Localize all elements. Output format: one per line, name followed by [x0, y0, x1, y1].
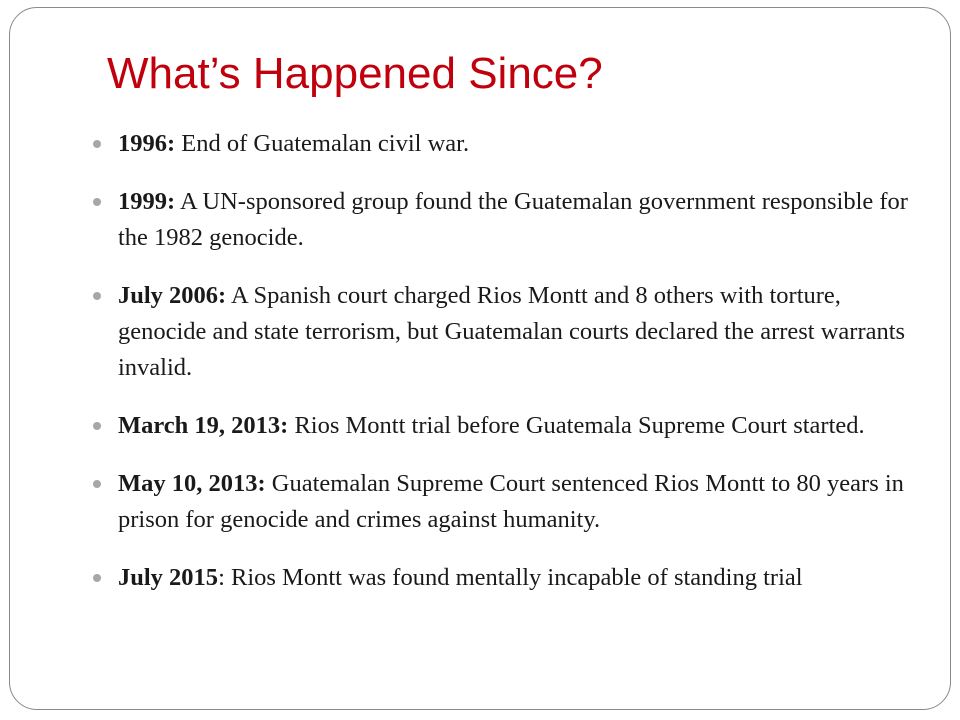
bullet-item-1996 — [118, 126, 928, 162]
bullet-item-1999 — [118, 184, 928, 256]
bullet-item-july-2006 — [118, 278, 928, 386]
bullet-text: : Rios Montt was found mentally incapable of standing trial — [218, 564, 803, 591]
bullet-item-july-2015 — [118, 560, 928, 596]
bullet-text: Guatemalan Supreme Court sentenced Rios Montt to 80 years in prison for genocide and crimes against humanity. — [118, 470, 904, 533]
bullet-text: A Spanish court charged Rios Montt and 8 others with torture, genocide and state terrorism, but Guatemalan courts declared the arrest warrants invalid. — [118, 282, 906, 381]
bullet-date-label: July 2006: — [118, 282, 227, 309]
bullet-date-label: 1996: — [118, 130, 176, 157]
bullet-text: Rios Montt trial before Guatemala Supreme Court started. — [288, 412, 865, 439]
bullet-dot-icon — [93, 574, 101, 582]
bullet-dot-icon — [93, 198, 101, 206]
bullet-text: End of Guatemalan civil war. — [175, 130, 470, 157]
slide-title: What’s Happened Since? — [107, 49, 603, 98]
bullet-dot-icon — [93, 480, 101, 488]
bullet-item-may-2013 — [118, 466, 928, 538]
bullet-date-label: May 10, 2013: — [118, 470, 266, 497]
bullet-date-label: 1999: — [118, 188, 176, 215]
bullet-dot-icon — [93, 292, 101, 300]
bullet-date-label: July 2015 — [118, 564, 219, 591]
bullet-item-march-2013 — [118, 408, 928, 444]
bullet-dot-icon — [93, 140, 101, 148]
bullet-text: A UN-sponsored group found the Guatemalan government responsible for the 1982 genocide. — [118, 188, 908, 251]
bullet-dot-icon — [93, 422, 101, 430]
bullet-date-label: March 19, 2013: — [118, 412, 289, 439]
bullet-list — [118, 126, 928, 596]
